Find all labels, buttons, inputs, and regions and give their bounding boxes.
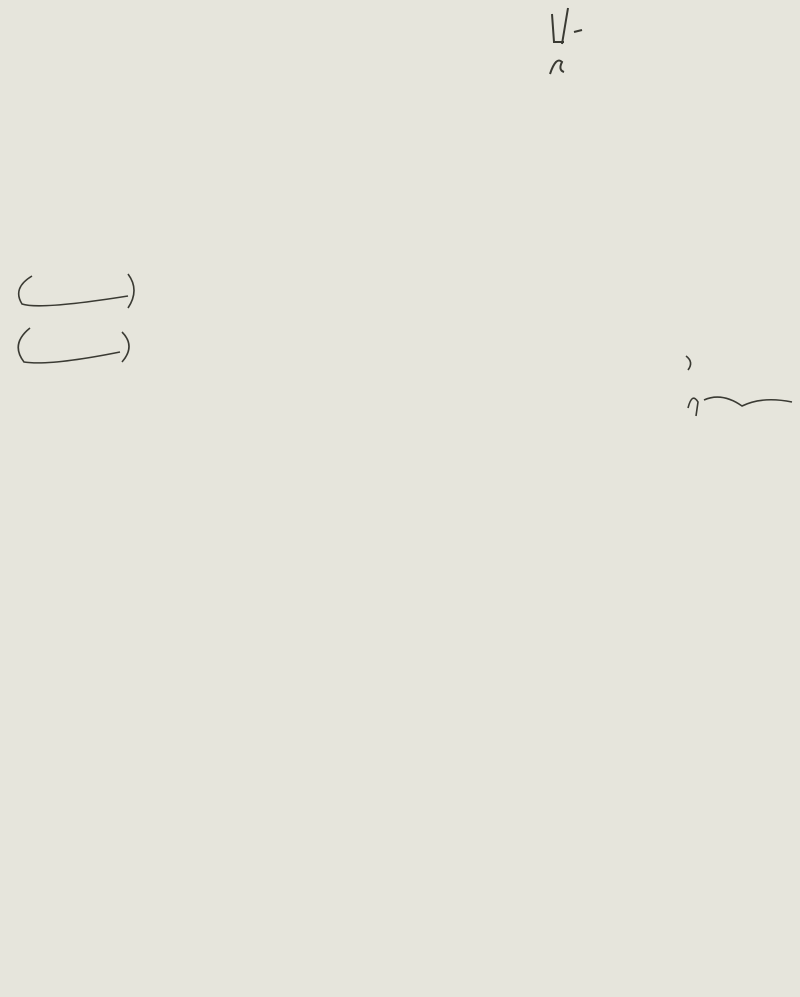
handwritten-right-margin-note: [682, 352, 800, 432]
handwritten-price-note: [538, 4, 598, 84]
handwritten-left-margin-note: [10, 266, 138, 376]
